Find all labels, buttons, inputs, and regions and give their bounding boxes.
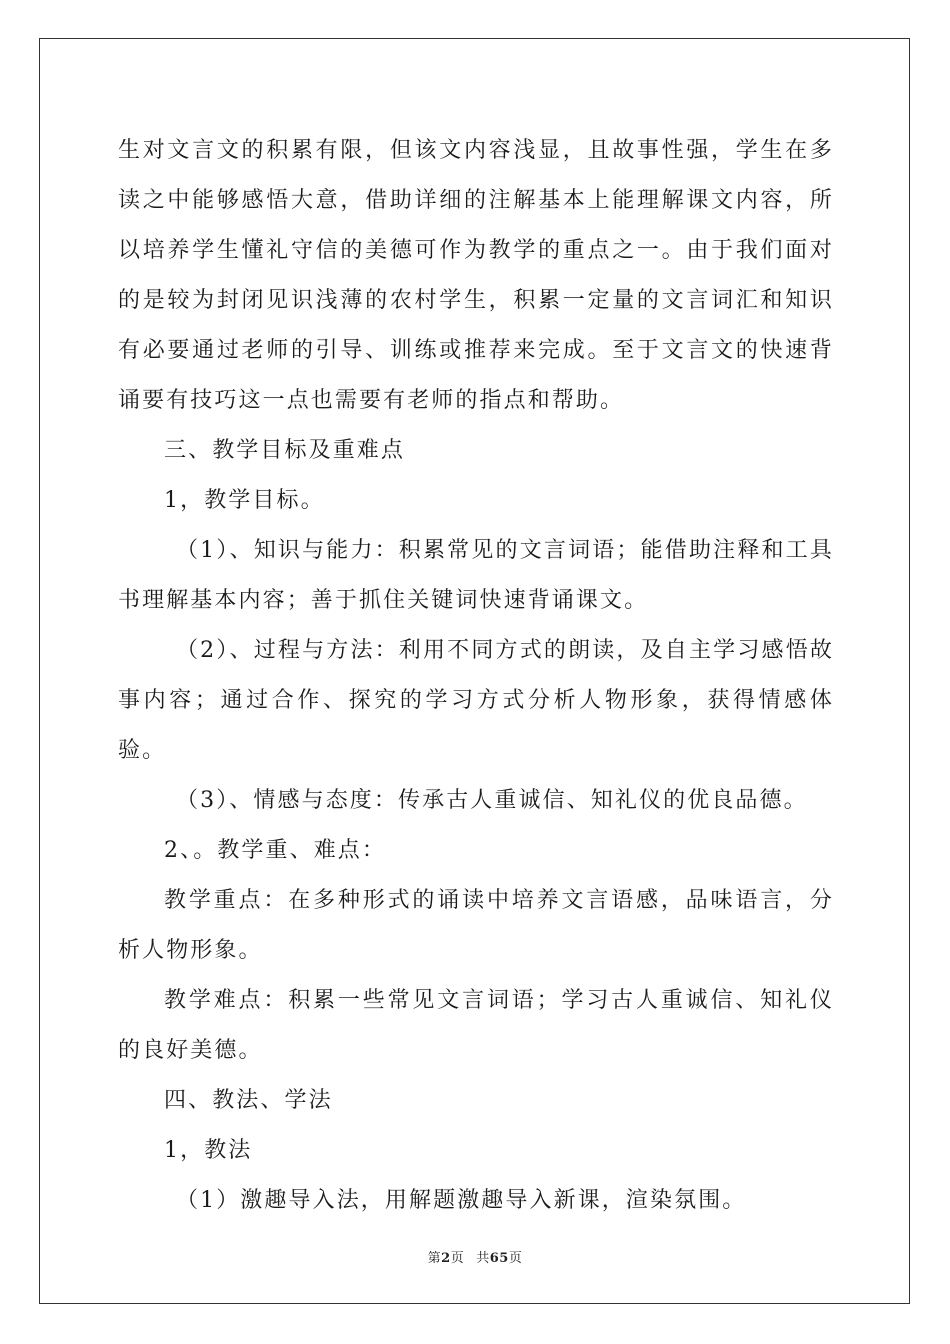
section-heading-objectives: 三、教学目标及重难点 — [164, 438, 406, 463]
subheading-key-difficult-points: 2、。教学重、难点： — [164, 838, 386, 863]
key-point: 教学重点：在多种形式的诵读中培养文言语感，品味语言，分析人物形象。 — [118, 888, 834, 963]
goal-process-method: （2）、过程与方法：利用不同方式的朗读，及自主学习感悟故事内容；通过合作、探究的学习方式分析人物形象，获得情感体验。 — [118, 638, 834, 763]
section-heading-methods: 四、教法、学法 — [164, 1088, 333, 1113]
page-footer — [0, 1247, 950, 1266]
difficult-point: 教学难点：积累一些常见文言词语；学习古人重诚信、知礼仪的良好美德。 — [118, 988, 834, 1063]
paragraph-continuation: 生对文言文的积累有限，但该文内容浅显，且故事性强，学生在多读之中能够感悟大意，借助详细的注解基本上能理解课文内容，所以培养学生懂礼守信的美德可作为教学的重点之一。由于我们面对的是较为封闭见识浅薄的农村学生，积累一定量的文言词汇和知识有必要通过老师的引导、训练或推荐来完成。至于文言文的快速背诵要有技巧这一点也需要有老师的指点和帮助。 — [118, 138, 834, 413]
footer-page-suffix: 页 — [450, 1251, 465, 1266]
footer-total-pages: 65 — [489, 1251, 509, 1266]
method-item-1: （1）激趣导入法，用解题激趣导入新课，渲染氛围。 — [176, 1188, 747, 1213]
footer-total-suffix: 页 — [508, 1251, 523, 1266]
goal-knowledge-ability: （1）、知识与能力：积累常见的文言词语；能借助注释和工具书理解基本内容；善于抓住关键词快速背诵课文。 — [118, 538, 834, 613]
footer-prefix: 第 — [427, 1251, 442, 1266]
document-body — [118, 126, 834, 1226]
goal-emotion-attitude: （3）、情感与态度：传承古人重诚信、知礼仪的优良品德。 — [176, 788, 808, 813]
subheading-teaching-goals: 1，教学目标。 — [164, 488, 325, 513]
footer-page-number: 2 — [441, 1251, 451, 1266]
subheading-teaching-method: 1，教法 — [164, 1138, 253, 1163]
footer-total-prefix: 共 — [476, 1251, 490, 1266]
